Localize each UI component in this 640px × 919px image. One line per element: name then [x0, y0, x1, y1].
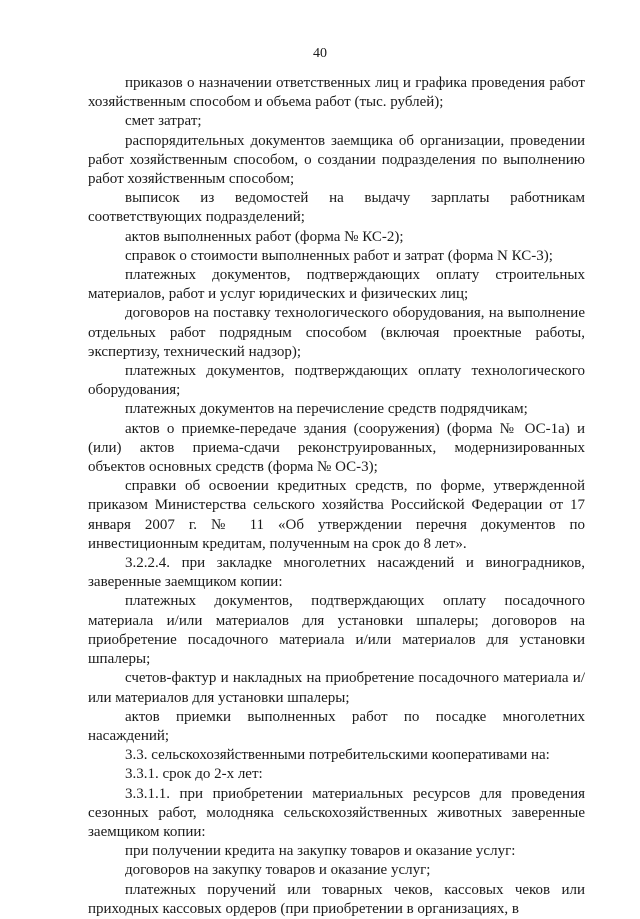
paragraph: 3.3.1. срок до 2-х лет: [125, 766, 263, 783]
paragraph: 3.2.2.4. при закладке многолетних насаждений и виноградников, заверенные заемщиком копии: [88, 555, 585, 591]
page-number: 40 [313, 46, 327, 61]
paragraph: справки об освоении кредитных средств, по форме, утвержденной приказом Министерства сельского хозяйства Российской Федерации от 17 января 2007 г. № 11 «Об утверждении перечня документов по инвестиционным кредитам, полученным на срок до 8 лет». [88, 478, 585, 552]
paragraph: при получении кредита на закупку товаров и оказание услуг: [125, 843, 516, 860]
paragraph: договоров на закупку товаров и оказание услуг; [125, 862, 431, 879]
paragraph: платежных документов, подтверждающих оплату технологического оборудования; [88, 363, 585, 399]
paragraph: платежных поручений или товарных чеков, кассовых чеков или приходных кассовых ордеров (при приобретении в организациях, в [88, 881, 585, 917]
body-text [88, 74, 585, 919]
paragraph: актов приемки выполненных работ по посадке многолетних насаждений; [88, 708, 585, 744]
paragraph: платежных документов, подтверждающих оплату посадочного материала и/или материалов для установки шпалеры; договоров на приобретение посадочного материала и/или материалов для установки шпалеры; [88, 593, 585, 668]
paragraph: договоров на поставку технологического оборудования, на выполнение отдельных работ подрядным способом (включая проектные работы, экспертизу, технический надзор); [88, 305, 585, 360]
paragraph: платежных документов на перечисление средств подрядчикам; [125, 401, 528, 418]
paragraph: выписок из ведомостей на выдачу зарплаты работникам соответствующих подразделений; [88, 190, 585, 226]
paragraph: платежных документов, подтверждающих оплату строительных материалов, работ и услуг юридических и физических лиц; [88, 267, 585, 303]
paragraph: актов о приемке-передаче здания (сооружения) (форма № ОС-1а) и (или) актов приема-сдачи реконструированных, модернизированных объектов основных средств (форма № ОС-3); [88, 420, 585, 476]
paragraph: справок о стоимости выполненных работ и затрат (форма N КС-3); [125, 247, 553, 264]
paragraph: 3.3.1.1. при приобретении материальных ресурсов для проведения сезонных работ, молодняка сельскохозяйственных животных заверенные заемщиком копии: [88, 785, 585, 840]
paragraph: актов выполненных работ (форма № КС-2); [125, 228, 404, 245]
paragraph: 3.3. сельскохозяйственными потребительскими кооперативами на: [125, 747, 550, 764]
paragraph: приказов о назначении ответственных лиц и графика проведения работ хозяйственным способом и объема работ (тыс. рублей); [88, 75, 585, 111]
paragraph: счетов-фактур и накладных на приобретение посадочного материала и/или материалов для установки шпалеры; [88, 670, 585, 706]
paragraph: смет затрат; [125, 113, 202, 130]
paragraph: распорядительных документов заемщика об организации, проведении работ хозяйственным способом, о создании подразделения по выполнению работ хозяйственным способом; [88, 132, 585, 188]
